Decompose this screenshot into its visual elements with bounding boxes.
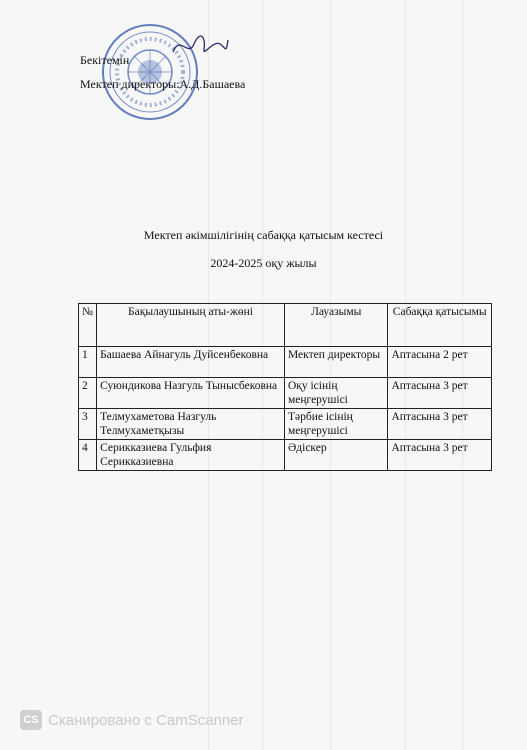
header-number: № <box>79 304 97 347</box>
observer-position: Әдіскер <box>284 440 388 471</box>
attendance-frequency: Аптасына 2 рет <box>388 347 492 378</box>
observer-name: Серикказиева Гульфия Серикказиевна <box>97 440 285 471</box>
table-row <box>79 347 492 378</box>
header-attendance: Сабаққа қатысымы <box>388 304 492 347</box>
attendance-frequency: Аптасына 3 рет <box>388 409 492 440</box>
document-title: Мектеп әкімшілігінің сабаққа қатысым кестесі <box>143 228 384 242</box>
director-line: Мектеп директоры:А.Д.Башаева <box>80 77 246 91</box>
observer-position: Тәрбие ісінің меңгерушісі <box>284 409 388 440</box>
camscanner-logo-icon: CS <box>20 710 42 730</box>
row-number: 1 <box>79 347 97 378</box>
header-observer-name: Бақылаушының аты-жөні <box>97 304 285 347</box>
observer-name: Телмухаметова Назгуль Телмухаметқызы <box>97 409 285 440</box>
row-number: 2 <box>79 378 97 409</box>
table-row <box>79 440 492 471</box>
table-row <box>79 409 492 440</box>
approved-label: Бекітемін <box>80 53 130 67</box>
observer-position: Мектеп директоры <box>284 347 388 378</box>
attendance-frequency: Аптасына 3 рет <box>388 440 492 471</box>
watermark-text: Сканировано с CamScanner <box>48 711 244 729</box>
observer-position: Оқу ісінің меңгерушісі <box>284 378 388 409</box>
observer-name: Башаева Айнагуль Дуйсенбековна <box>97 347 285 378</box>
row-number: 4 <box>79 440 97 471</box>
table-row <box>79 378 492 409</box>
camscanner-watermark <box>20 708 244 732</box>
observer-name: Суюндикова Назгуль Тыныcбековна <box>97 378 285 409</box>
table-header-row <box>79 304 492 347</box>
attendance-frequency: Аптасына 3 рет <box>388 378 492 409</box>
academic-year: 2024-2025 оқу жылы <box>210 256 317 270</box>
approval-block <box>80 48 245 96</box>
attendance-table <box>78 303 492 471</box>
header-position: Лауазымы <box>284 304 388 347</box>
row-number: 3 <box>79 409 97 440</box>
